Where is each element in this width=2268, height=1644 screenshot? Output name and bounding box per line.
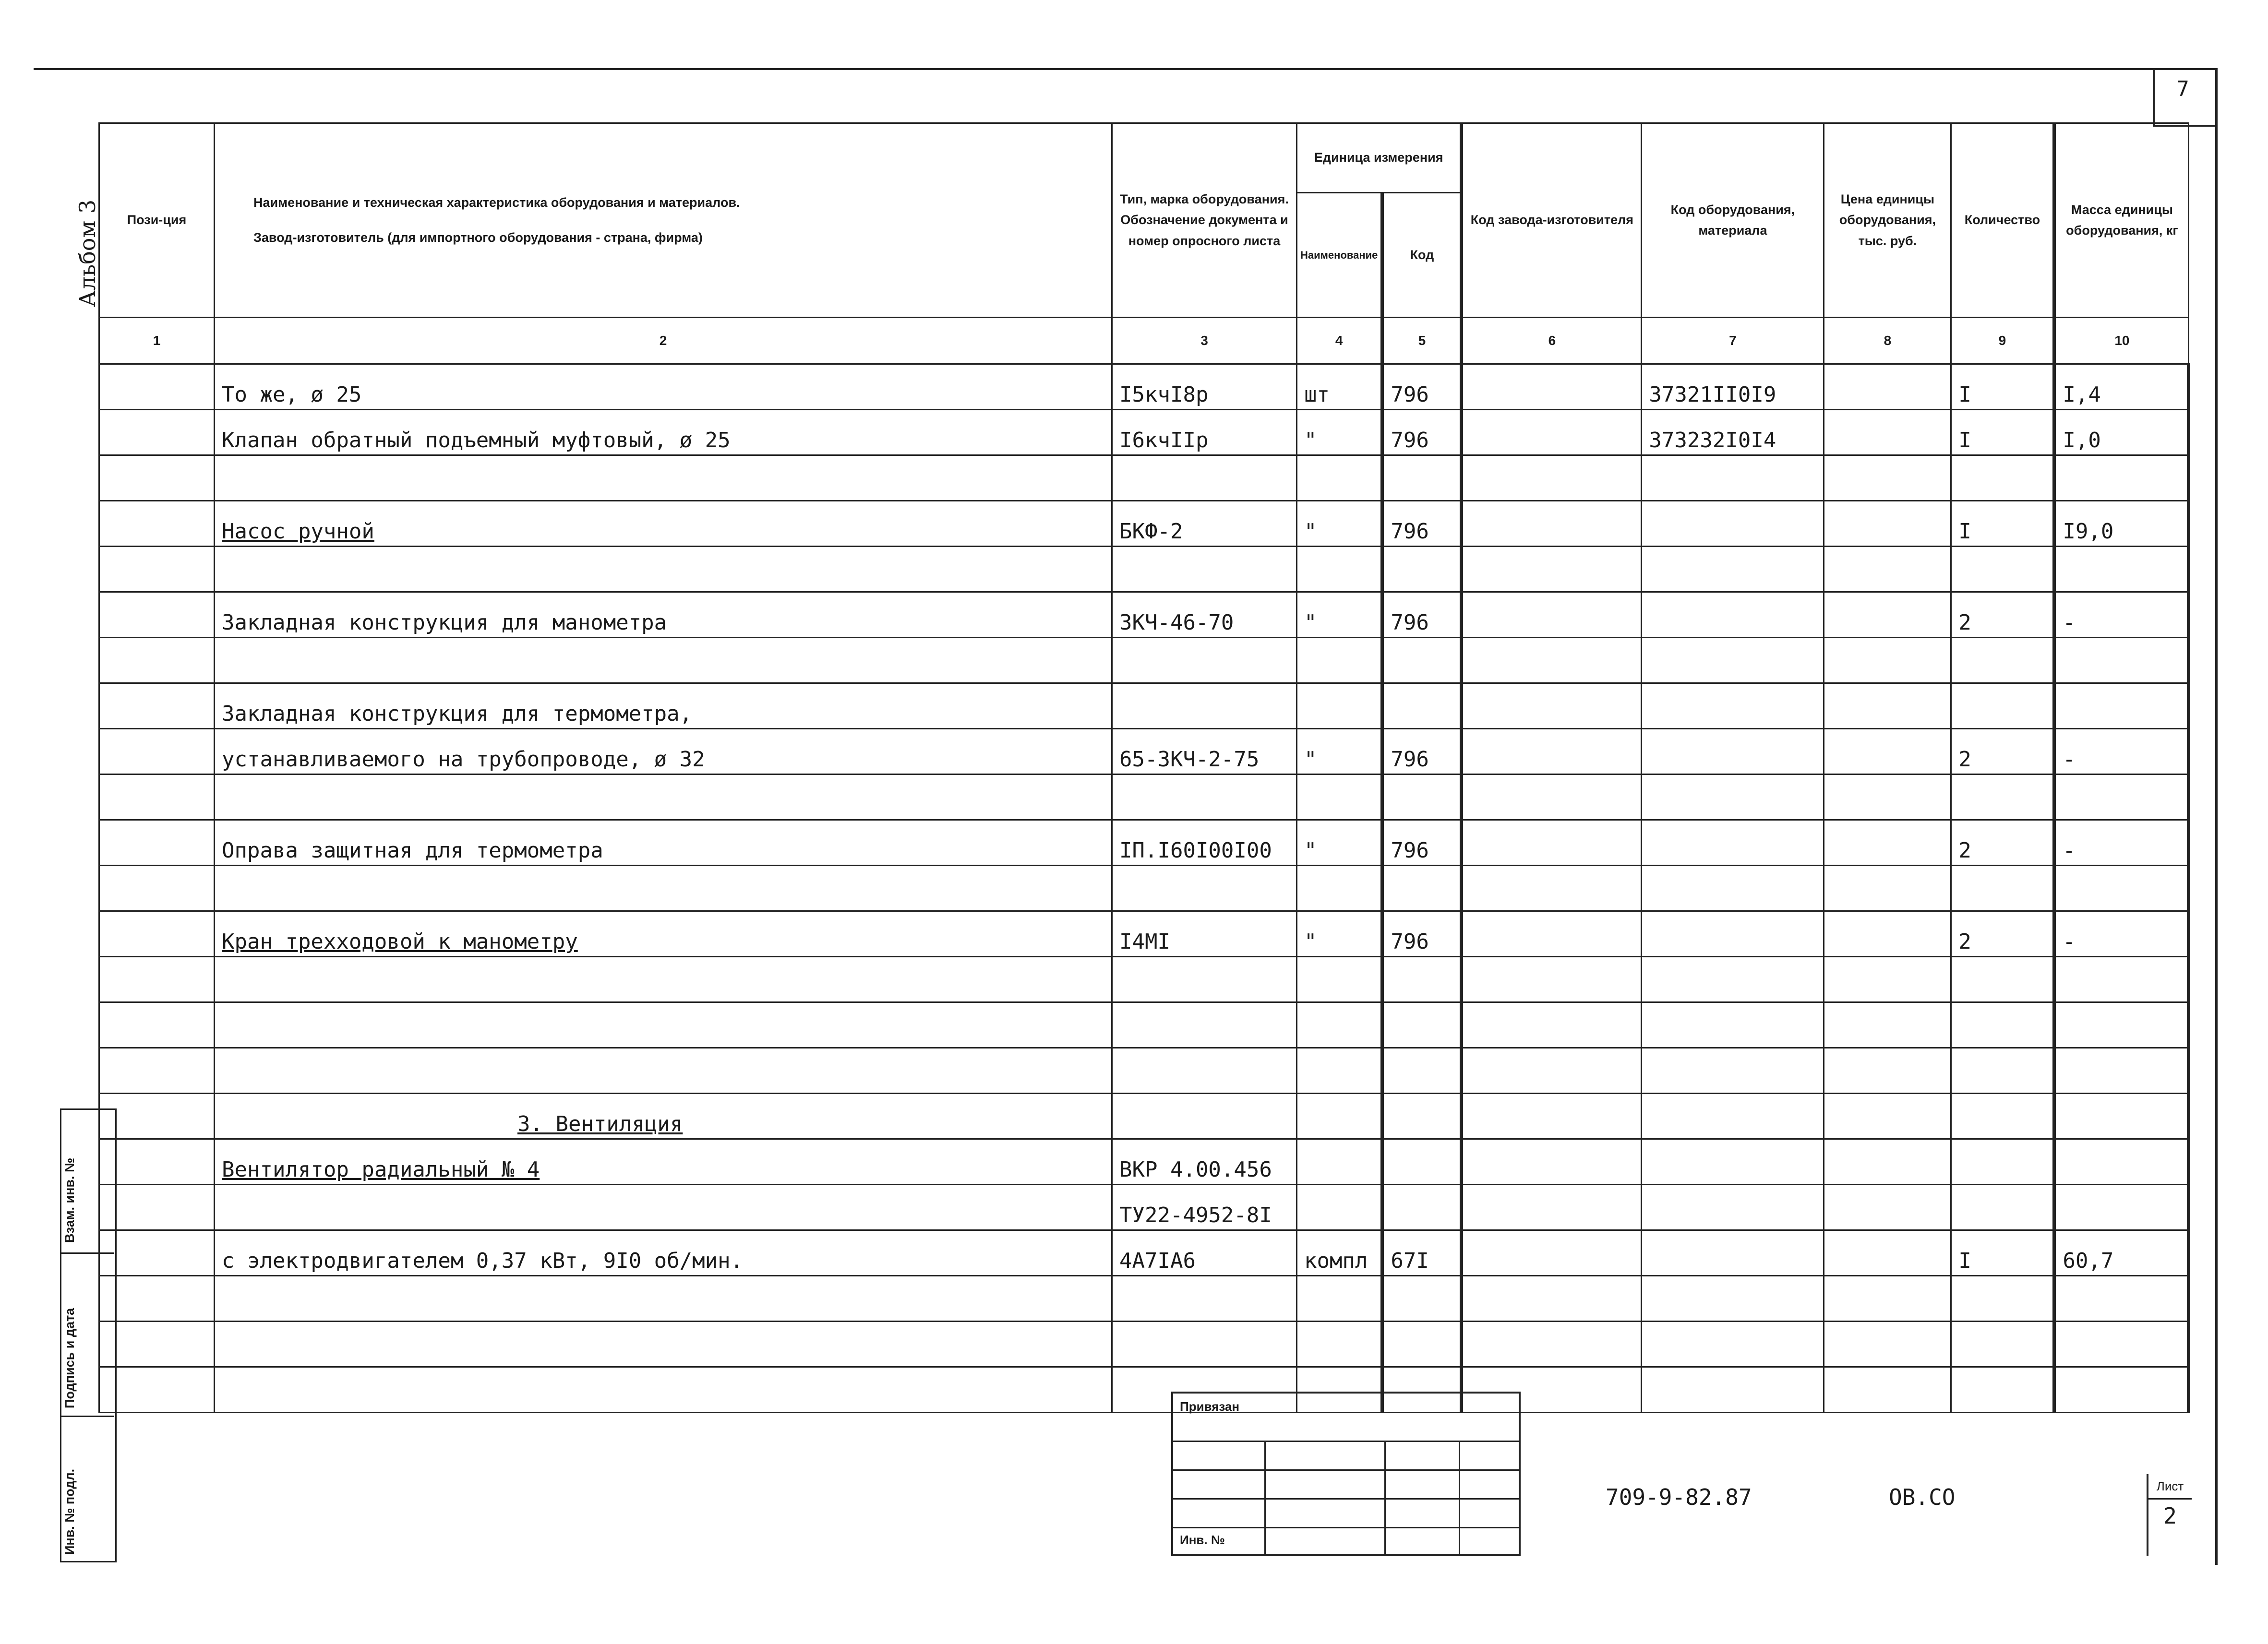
cell-price <box>1824 638 1951 683</box>
cell-factory-code <box>1462 1048 1642 1094</box>
table-row <box>99 501 2189 547</box>
cell-price <box>1824 1230 1951 1276</box>
cell-price <box>1824 592 1951 638</box>
cell-factory-code <box>1462 866 1642 911</box>
table-row <box>99 638 2189 683</box>
cell-factory-code <box>1462 1185 1642 1230</box>
cell-unit: " <box>1297 911 1382 957</box>
cell-unit <box>1297 1002 1382 1048</box>
cell-code: 67I <box>1382 1230 1462 1276</box>
cell-name: Насос ручной <box>215 501 1112 547</box>
cell-mass <box>2054 1322 2189 1367</box>
table-row <box>99 1230 2189 1276</box>
cell-quantity <box>1951 1002 2054 1048</box>
table-row <box>99 592 2189 638</box>
cell-equipment-code <box>1642 911 1824 957</box>
column-number: 5 <box>1382 318 1462 364</box>
cell-factory-code <box>1462 957 1642 1002</box>
cell-name <box>215 638 1112 683</box>
cell-name <box>215 1002 1112 1048</box>
cell-code <box>1382 547 1462 592</box>
cell-unit <box>1297 866 1382 911</box>
cell-factory-code <box>1462 364 1642 410</box>
cell-name <box>215 1322 1112 1367</box>
cell-quantity: I <box>1951 410 2054 455</box>
cell-position <box>99 911 215 957</box>
side-stamp-podpis: Подпись и дата <box>62 1308 77 1408</box>
cell-quantity <box>1951 1276 2054 1322</box>
header-type: Тип, марка оборудования. Обозначение документа и номер опросного листа <box>1112 123 1297 318</box>
cell-factory-code <box>1462 729 1642 774</box>
cell-quantity <box>1951 1367 2054 1413</box>
cell-factory-code <box>1462 1276 1642 1322</box>
header-name <box>215 123 1112 318</box>
cell-equipment-code <box>1642 501 1824 547</box>
cell-name <box>215 547 1112 592</box>
column-number: 6 <box>1462 318 1642 364</box>
cell-position <box>99 957 215 1002</box>
cell-price <box>1824 364 1951 410</box>
cell-price <box>1824 866 1951 911</box>
cell-price <box>1824 957 1951 1002</box>
sheet-number: 7 <box>2176 77 2189 101</box>
cell-price <box>1824 501 1951 547</box>
header-unit-name: Наименование <box>1297 193 1382 318</box>
cell-type: ВКР 4.00.456 <box>1112 1139 1297 1185</box>
cell-mass: I,0 <box>2054 410 2189 455</box>
cell-mass <box>2054 957 2189 1002</box>
cell-mass <box>2054 638 2189 683</box>
cell-equipment-code <box>1642 1139 1824 1185</box>
table-row <box>99 729 2189 774</box>
cell-type <box>1112 1048 1297 1094</box>
cell-price <box>1824 911 1951 957</box>
table-row <box>99 911 2189 957</box>
cell-name: Оправа защитная для термометра <box>215 820 1112 866</box>
cell-unit <box>1297 683 1382 729</box>
table-row <box>99 1048 2189 1094</box>
cell-equipment-code <box>1642 1048 1824 1094</box>
list-number: 2 <box>2163 1503 2177 1529</box>
header-equipment-code: Код оборудования, материала <box>1642 123 1824 318</box>
cell-name <box>215 866 1112 911</box>
cell-name <box>215 1367 1112 1413</box>
cell-type: БКФ-2 <box>1112 501 1297 547</box>
cell-code <box>1382 1322 1462 1367</box>
cell-mass: - <box>2054 820 2189 866</box>
cell-mass <box>2054 1139 2189 1185</box>
cell-position <box>99 547 215 592</box>
cell-code <box>1382 866 1462 911</box>
cell-equipment-code <box>1642 1322 1824 1367</box>
column-number: 2 <box>215 318 1112 364</box>
cell-factory-code <box>1462 1322 1642 1367</box>
cell-price <box>1824 1367 1951 1413</box>
cell-mass <box>2054 683 2189 729</box>
cell-code: 796 <box>1382 911 1462 957</box>
cell-name <box>215 1185 1112 1230</box>
cell-quantity <box>1951 957 2054 1002</box>
cell-position <box>99 1002 215 1048</box>
table-row <box>99 957 2189 1002</box>
privyazan-label: Привязан <box>1180 1399 1240 1414</box>
table-row <box>99 1094 2189 1139</box>
table-row <box>99 1002 2189 1048</box>
title-block-divider <box>1459 1441 1460 1554</box>
cell-factory-code <box>1462 911 1642 957</box>
cell-type: ТУ22-4952-8I <box>1112 1185 1297 1230</box>
cell-name: устанавливаемого на трубопроводе, ø 32 <box>215 729 1112 774</box>
cell-price <box>1824 774 1951 820</box>
title-block-divider <box>1384 1441 1386 1554</box>
cell-quantity <box>1951 866 2054 911</box>
cell-price <box>1824 1322 1951 1367</box>
table-row <box>99 866 2189 911</box>
cell-position <box>99 774 215 820</box>
table-row <box>99 1185 2189 1230</box>
cell-type <box>1112 1002 1297 1048</box>
cell-price <box>1824 820 1951 866</box>
cell-code <box>1382 1094 1462 1139</box>
cell-unit: шт <box>1297 364 1382 410</box>
cell-factory-code <box>1462 638 1642 683</box>
cell-quantity: I <box>1951 364 2054 410</box>
cell-code <box>1382 1276 1462 1322</box>
cell-position <box>99 364 215 410</box>
cell-unit: " <box>1297 592 1382 638</box>
cell-unit: компл <box>1297 1230 1382 1276</box>
header-unit-group: Единица измерения <box>1297 123 1462 193</box>
cell-equipment-code <box>1642 683 1824 729</box>
cell-code <box>1382 1048 1462 1094</box>
table-row <box>99 1276 2189 1322</box>
cell-quantity <box>1951 1322 2054 1367</box>
table-row <box>99 683 2189 729</box>
table-row <box>99 1322 2189 1367</box>
cell-unit <box>1297 638 1382 683</box>
cell-position <box>99 592 215 638</box>
cell-mass: - <box>2054 592 2189 638</box>
section-code: ОВ.СО <box>1889 1484 1956 1510</box>
cell-position <box>99 410 215 455</box>
cell-name <box>215 1276 1112 1322</box>
cell-code <box>1382 683 1462 729</box>
cell-mass <box>2054 547 2189 592</box>
cell-quantity <box>1951 1048 2054 1094</box>
cell-factory-code <box>1462 1002 1642 1048</box>
table-row <box>99 1367 2189 1413</box>
cell-factory-code <box>1462 410 1642 455</box>
cell-unit <box>1297 774 1382 820</box>
cell-equipment-code <box>1642 1276 1824 1322</box>
header-mass: Масса единицы оборудования, кг <box>2054 123 2189 318</box>
cell-equipment-code <box>1642 1185 1824 1230</box>
cell-equipment-code <box>1642 729 1824 774</box>
cell-quantity: I <box>1951 1230 2054 1276</box>
cell-name <box>215 957 1112 1002</box>
side-stamp-inv-podl: Инв. № подл. <box>62 1468 77 1555</box>
cell-type: I5кчI8р <box>1112 364 1297 410</box>
cell-type <box>1112 683 1297 729</box>
header-name-line2: Завод-изготовитель (для импортного оборудования - страна, фирма) <box>253 230 703 245</box>
document-code: 709-9-82.87 <box>1606 1484 1752 1510</box>
table-row <box>99 410 2189 455</box>
cell-factory-code <box>1462 820 1642 866</box>
cell-name <box>215 1048 1112 1094</box>
cell-mass <box>2054 1367 2189 1413</box>
cell-code: 796 <box>1382 410 1462 455</box>
cell-mass <box>2054 1048 2189 1094</box>
cell-factory-code <box>1462 1094 1642 1139</box>
cell-name: Клапан обратный подъемный муфтовый, ø 25 <box>215 410 1112 455</box>
cell-factory-code <box>1462 592 1642 638</box>
list-label: Лист <box>2148 1474 2192 1500</box>
cell-name: с электродвигателем 0,37 кВт, 9I0 об/мин. <box>215 1230 1112 1276</box>
cell-unit: " <box>1297 820 1382 866</box>
cell-price <box>1824 683 1951 729</box>
table-body <box>99 364 2189 1413</box>
cell-equipment-code <box>1642 1002 1824 1048</box>
cell-type: 4А7IА6 <box>1112 1230 1297 1276</box>
title-block-row <box>1173 1441 1519 1471</box>
cell-type <box>1112 774 1297 820</box>
cell-name: Вентилятор радиальный № 4 <box>215 1139 1112 1185</box>
column-number: 10 <box>2054 318 2189 364</box>
cell-factory-code <box>1462 455 1642 501</box>
cell-type <box>1112 957 1297 1002</box>
cell-type <box>1112 1094 1297 1139</box>
cell-factory-code <box>1462 1139 1642 1185</box>
cell-unit <box>1297 1094 1382 1139</box>
cell-mass <box>2054 774 2189 820</box>
cell-mass <box>2054 866 2189 911</box>
cell-name: Закладная конструкция для манометра <box>215 592 1112 638</box>
cell-position <box>99 729 215 774</box>
column-number: 8 <box>1824 318 1951 364</box>
cell-quantity <box>1951 547 2054 592</box>
header-unit-code: Код <box>1382 193 1462 318</box>
cell-quantity: I <box>1951 501 2054 547</box>
cell-code <box>1382 638 1462 683</box>
cell-type <box>1112 1276 1297 1322</box>
cell-price <box>1824 1094 1951 1139</box>
inv-no-label: Инв. № <box>1180 1533 1225 1547</box>
cell-quantity <box>1951 683 2054 729</box>
cell-quantity <box>1951 638 2054 683</box>
cell-unit: " <box>1297 410 1382 455</box>
cell-type: I4МI <box>1112 911 1297 957</box>
cell-factory-code <box>1462 1230 1642 1276</box>
cell-position <box>99 638 215 683</box>
cell-unit <box>1297 547 1382 592</box>
cell-type: IП.I60I00I00 <box>1112 820 1297 866</box>
cell-unit <box>1297 1185 1382 1230</box>
title-block-row <box>1173 1498 1519 1528</box>
specification-table <box>98 122 2190 1413</box>
cell-factory-code <box>1462 501 1642 547</box>
cell-position <box>99 820 215 866</box>
cell-type: I6кчIIр <box>1112 410 1297 455</box>
cell-equipment-code <box>1642 638 1824 683</box>
cell-position <box>99 866 215 911</box>
cell-quantity: 2 <box>1951 729 2054 774</box>
cell-unit <box>1297 455 1382 501</box>
cell-equipment-code <box>1642 547 1824 592</box>
cell-equipment-code <box>1642 592 1824 638</box>
cell-price <box>1824 1048 1951 1094</box>
cell-equipment-code <box>1642 1230 1824 1276</box>
cell-name: То же, ø 25 <box>215 364 1112 410</box>
cell-price <box>1824 410 1951 455</box>
cell-mass <box>2054 455 2189 501</box>
cell-price <box>1824 729 1951 774</box>
cell-mass <box>2054 1185 2189 1230</box>
cell-equipment-code <box>1642 957 1824 1002</box>
header-quantity: Количество <box>1951 123 2054 318</box>
cell-price <box>1824 1139 1951 1185</box>
cell-code: 796 <box>1382 364 1462 410</box>
cell-equipment-code: 373232I0I4 <box>1642 410 1824 455</box>
cell-code: 796 <box>1382 501 1462 547</box>
cell-mass <box>2054 1002 2189 1048</box>
cell-quantity <box>1951 774 2054 820</box>
cell-unit <box>1297 1322 1382 1367</box>
cell-type: 65-ЗКЧ-2-75 <box>1112 729 1297 774</box>
cell-position <box>99 501 215 547</box>
cell-code <box>1382 1185 1462 1230</box>
cell-type <box>1112 638 1297 683</box>
column-number: 3 <box>1112 318 1297 364</box>
cell-type <box>1112 547 1297 592</box>
header-position: Пози-ция <box>99 123 215 318</box>
cell-mass: - <box>2054 911 2189 957</box>
cell-factory-code <box>1462 547 1642 592</box>
cell-type <box>1112 455 1297 501</box>
cell-price <box>1824 1002 1951 1048</box>
table-row <box>99 1139 2189 1185</box>
cell-equipment-code <box>1642 1367 1824 1413</box>
cell-unit <box>1297 1276 1382 1322</box>
cell-equipment-code <box>1642 774 1824 820</box>
table-row <box>99 455 2189 501</box>
cell-position <box>99 455 215 501</box>
cell-quantity: 2 <box>1951 911 2054 957</box>
table-row <box>99 364 2189 410</box>
cell-code: 796 <box>1382 729 1462 774</box>
column-number: 9 <box>1951 318 2054 364</box>
column-number: 4 <box>1297 318 1382 364</box>
cell-price <box>1824 455 1951 501</box>
cell-code <box>1382 957 1462 1002</box>
cell-mass: I,4 <box>2054 364 2189 410</box>
cell-unit <box>1297 957 1382 1002</box>
sheet-list-box <box>2147 1474 2192 1556</box>
cell-quantity <box>1951 1139 2054 1185</box>
cell-name: 3. Вентиляция <box>215 1094 1112 1139</box>
cell-type <box>1112 866 1297 911</box>
cell-price <box>1824 1276 1951 1322</box>
header-name-line1: Наименование и техническая характеристика оборудования и материалов. <box>253 195 740 210</box>
table-row <box>99 774 2189 820</box>
title-block-row <box>1173 1469 1519 1500</box>
cell-equipment-code: 37321II0I9 <box>1642 364 1824 410</box>
cell-position <box>99 683 215 729</box>
cell-unit: " <box>1297 501 1382 547</box>
cell-price <box>1824 547 1951 592</box>
cell-factory-code <box>1462 683 1642 729</box>
cell-quantity <box>1951 455 2054 501</box>
cell-name <box>215 774 1112 820</box>
title-block <box>1171 1392 1521 1556</box>
cell-mass <box>2054 1094 2189 1139</box>
cell-equipment-code <box>1642 820 1824 866</box>
cell-quantity: 2 <box>1951 820 2054 866</box>
cell-code <box>1382 455 1462 501</box>
cell-name: Кран трехходовой к манометру <box>215 911 1112 957</box>
cell-code: 796 <box>1382 820 1462 866</box>
cell-code: 796 <box>1382 592 1462 638</box>
cell-position <box>99 1048 215 1094</box>
title-block-divider <box>1264 1441 1266 1554</box>
cell-unit <box>1297 1048 1382 1094</box>
cell-equipment-code <box>1642 1094 1824 1139</box>
cell-code <box>1382 774 1462 820</box>
column-number: 1 <box>99 318 215 364</box>
header-factory-code: Код завода-изготовителя <box>1462 123 1642 318</box>
cell-code <box>1382 1139 1462 1185</box>
cell-unit: " <box>1297 729 1382 774</box>
cell-name: Закладная конструкция для термометра, <box>215 683 1112 729</box>
table-row <box>99 820 2189 866</box>
cell-price <box>1824 1185 1951 1230</box>
header-price: Цена единицы оборудования, тыс. руб. <box>1824 123 1951 318</box>
cell-quantity <box>1951 1185 2054 1230</box>
cell-equipment-code <box>1642 455 1824 501</box>
column-number-row <box>99 318 2189 364</box>
cell-code <box>1382 1002 1462 1048</box>
cell-unit <box>1297 1139 1382 1185</box>
cell-mass: - <box>2054 729 2189 774</box>
cell-type: ЗКЧ-46-70 <box>1112 592 1297 638</box>
column-number: 7 <box>1642 318 1824 364</box>
table-row <box>99 547 2189 592</box>
cell-name <box>215 455 1112 501</box>
cell-factory-code <box>1462 774 1642 820</box>
cell-quantity: 2 <box>1951 592 2054 638</box>
album-label: Альбом 3 <box>74 199 100 307</box>
cell-mass: 60,7 <box>2054 1230 2189 1276</box>
cell-mass <box>2054 1276 2189 1322</box>
side-stamp-vzam: Взам. инв. № <box>62 1157 77 1243</box>
cell-equipment-code <box>1642 866 1824 911</box>
cell-type <box>1112 1322 1297 1367</box>
cell-quantity <box>1951 1094 2054 1139</box>
cell-mass: I9,0 <box>2054 501 2189 547</box>
